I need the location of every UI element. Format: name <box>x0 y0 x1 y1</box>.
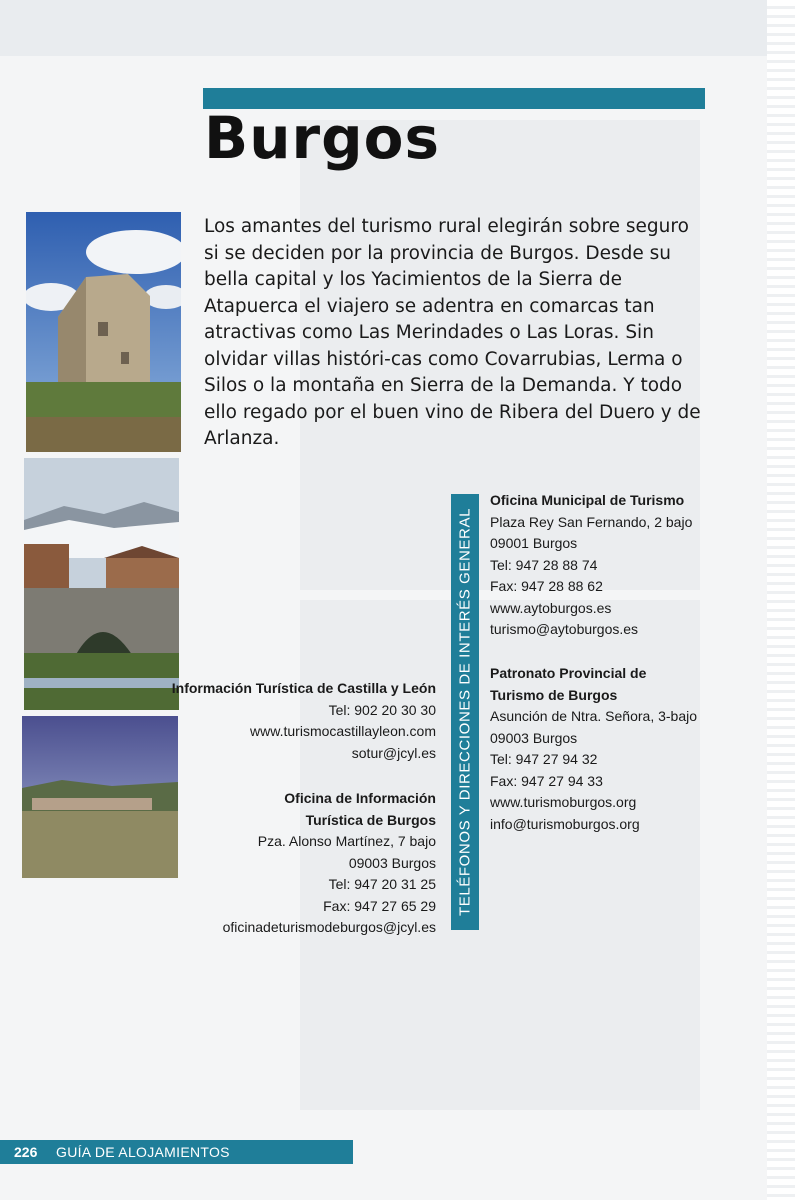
office-email-link[interactable]: sotur@jcyl.es <box>351 744 436 761</box>
office-address: Plaza Rey San Fernando, 2 bajo <box>490 513 693 530</box>
office-name: Oficina Municipal de Turismo <box>490 492 685 508</box>
office-phone: Tel: 947 28 88 74 <box>490 556 598 573</box>
footer-section-title: GUÍA DE ALOJAMIENTOS <box>56 1144 230 1160</box>
office-website-link[interactable]: www.aytoburgos.es <box>490 599 612 616</box>
office-fax: Fax: 947 27 65 29 <box>323 897 436 914</box>
office-patronato-provincial <box>490 663 710 835</box>
office-name: Información Turística de Castilla y León <box>171 680 436 696</box>
office-informacion-burgos <box>140 788 436 939</box>
office-address: Pza. Alonso Martínez, 7 bajo <box>257 833 436 849</box>
office-name: Turística de Burgos <box>305 811 436 828</box>
office-phone: Tel: 947 27 94 32 <box>490 751 598 767</box>
office-phone: Tel: 947 20 31 25 <box>328 876 436 892</box>
office-name: Turismo de Burgos <box>490 686 618 703</box>
photo-castle-tower <box>26 212 181 452</box>
page-number: 226 <box>14 1144 38 1160</box>
office-city: 09003 Burgos <box>348 854 436 871</box>
office-phone: Tel: 902 20 30 30 <box>328 701 436 718</box>
page-edge <box>767 0 795 1200</box>
office-turismo-castilla-leon <box>140 678 436 764</box>
office-name: Patronato Provincial de <box>490 665 647 681</box>
photo-stone-bridge <box>24 458 179 710</box>
intro-paragraph: Los amantes del turismo rural elegirán sobre seguro si se deciden por la provincia de Burgos. Desde su bella capital y los Yacimientos de la Sierra de Atapuerca el viajero se adentra en comarcas tan atractivas como Las Merindades o Las Loras. Sin olvidar villas históri-cas como Covarrubias, Lerma o Silos o la montaña en Sierra de la Demanda. Y todo ello regado por el buen vino de Ribera del Duero y de Arlanza. <box>204 216 701 449</box>
office-address: Asunción de Ntra. Señora, 3-bajo <box>490 708 698 724</box>
office-email-link[interactable]: oficinadeturismodeburgos@jcyl.es <box>222 919 436 935</box>
page-title: Burgos <box>204 104 440 172</box>
office-email-link[interactable]: turismo@aytoburgos.es <box>490 621 639 637</box>
office-email-link[interactable]: info@turismoburgos.org <box>490 815 640 832</box>
office-city: 09003 Burgos <box>490 729 578 746</box>
office-fax: Fax: 947 28 88 62 <box>490 578 603 594</box>
office-fax: Fax: 947 27 94 33 <box>490 772 603 789</box>
office-city: 09001 Burgos <box>490 535 578 551</box>
office-website-link[interactable]: www.turismoburgos.org <box>490 794 637 810</box>
office-website-link[interactable]: www.turismocastillayleon.com <box>250 723 436 739</box>
contacts-sidebar-label: TELÉFONOS Y DIRECCIONES DE INTERÉS GENERAL <box>456 507 474 917</box>
office-municipal-turismo <box>490 490 710 641</box>
office-name: Oficina de Información <box>284 790 436 806</box>
